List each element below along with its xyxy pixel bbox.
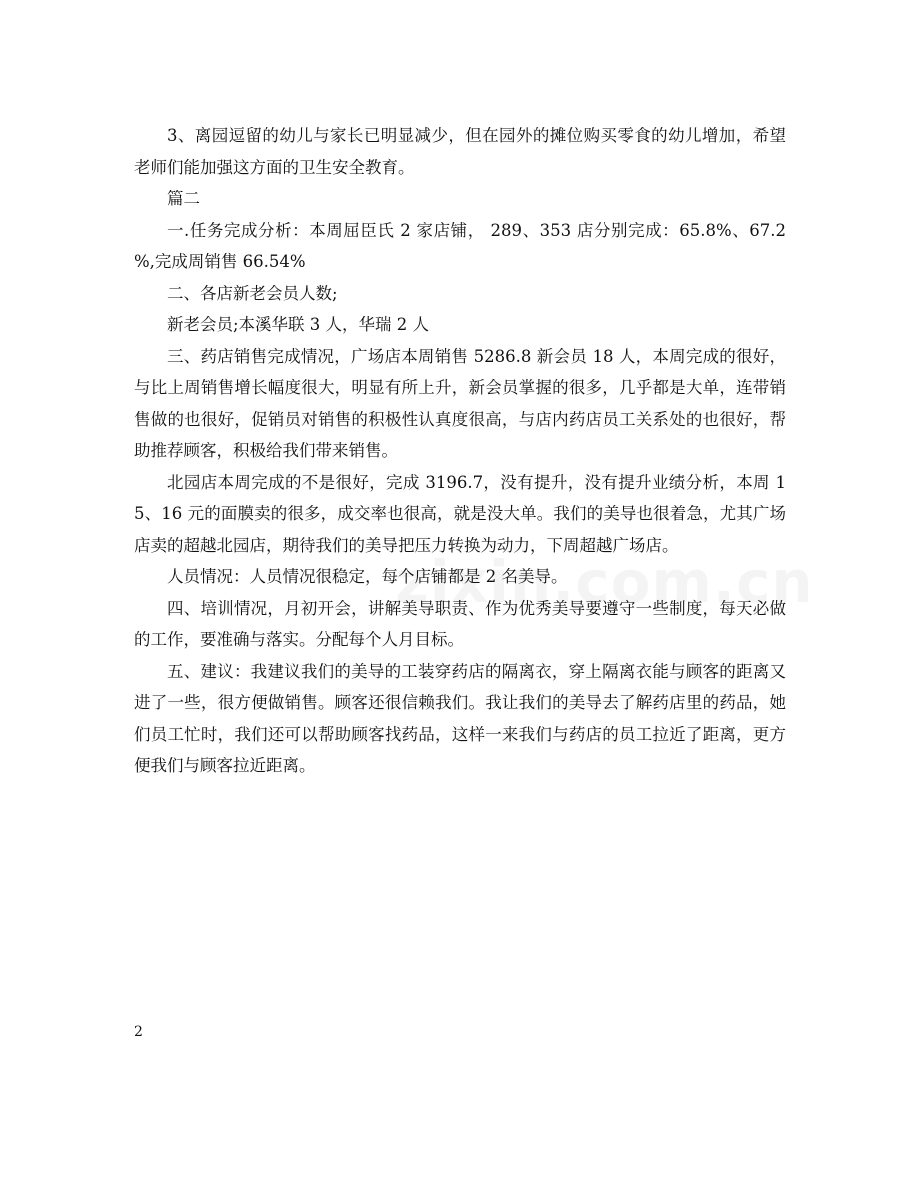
paragraph-pharmacy-sales: 三、药店销售完成情况，广场店本周销售 5286.8 新会员 18 人，本周完成的很好，与比上周销售增长幅度很大，明显有所上升，新会员掌握的很多，几乎都是大单，连带销售做的也很好，促销员对销售的积极性认真度很高，与店内药店员工关系处的也很好，帮助推荐顾客，积极给我们带来销售。 — [134, 346, 786, 460]
paragraph-item-3: 3、离园逗留的幼儿与家长已明显减少，但在园外的摊位购买零食的幼儿增加，希望老师们能加强这方面的卫生安全教育。 — [134, 126, 786, 177]
paragraph-staff-status: 人员情况：人员情况很稳定，每个店铺都是 2 名美导。 — [167, 567, 568, 586]
paragraph-training: 四、培训情况，月初开会，讲解美导职责、作为优秀美导要遵守一些制度，每天必做的工作，要准确与落实。分配每个人月目标。 — [134, 598, 786, 649]
document-body — [134, 120, 786, 782]
paragraph-member-count-heading: 二、各店新老会员人数; — [167, 283, 338, 303]
page-number: 2 — [134, 1024, 143, 1040]
paragraph-task-analysis: 一.任务完成分析：本周屈臣氏 2 家店铺， 289、353 店分别完成：65.8%、67.2 %,完成周销售 66.54% — [134, 220, 786, 271]
paragraph-beiyuan-store: 北园店本周完成的不是很好，完成 3196.7，没有提升，没有提升业绩分析，本周 15、16 元的面膜卖的很多，成交率也很高，就是没大单。我们的美导也很着急，尤其广场店卖的超越北园店，期待我们的美导把压力转换为动力，下周超越广场店。 — [134, 472, 786, 555]
paragraph-member-count: 新老会员;本溪华联 3 人，华瑞 2 人 — [167, 315, 430, 334]
paragraph-suggestions: 五、建议：我建议我们的美导的工装穿药店的隔离衣，穿上隔离衣能与顾客的距离又进了一些，很方便做销售。顾客还很信赖我们。我让我们的美导去了解药店里的药品，她们员工忙时，我们还可以帮助顾客找药品，这样一来我们与药店的员工拉近了距离，更方便我们与顾客拉近距离。 — [134, 661, 786, 775]
section-heading-part-two: 篇二 — [167, 189, 200, 208]
